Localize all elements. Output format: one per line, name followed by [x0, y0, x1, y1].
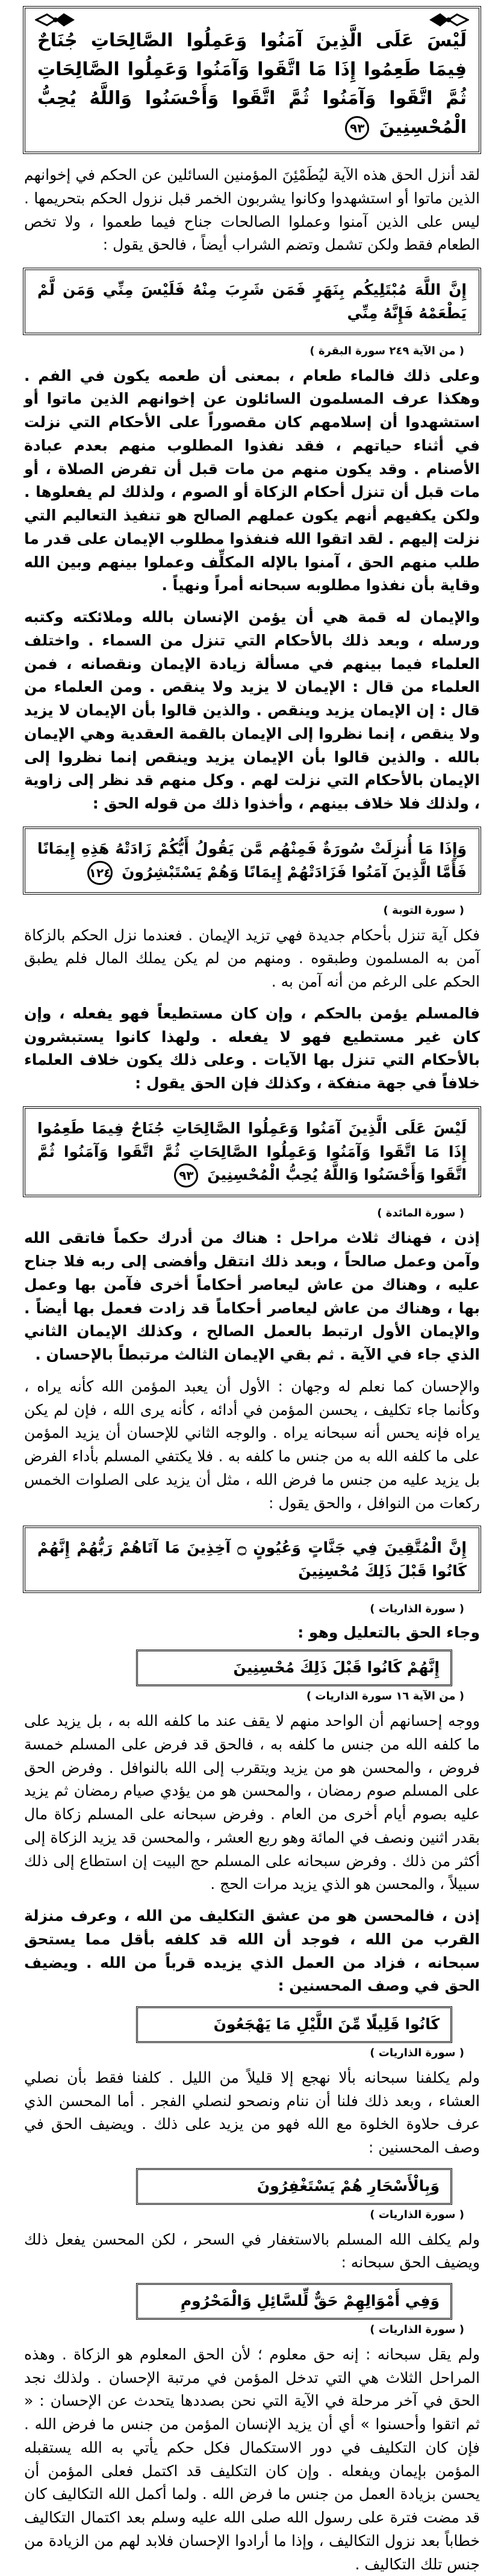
- verse-text: [37, 1117, 467, 1188]
- verse-source: ( سورة الذاريات ): [370, 1602, 464, 1615]
- verse-box: [136, 2283, 452, 2320]
- verse-source: ( سورة الذاريات ): [370, 2323, 464, 2336]
- verse-text: [37, 837, 467, 885]
- paragraph: ولم يكلفنا سبحانه بألا نهجع إلا قليلاً من الليل . كلفنا فقط بأن نصلي العشاء ، وبعد ذلك فلنا أن ننام ونصحو لنصلي الفجر . أما المحسن الذي عرف حلاوة الخلوة مع الله فهو من يزيد على ذلك . ويضيف الحق في وصف المحسنين :: [24, 2068, 480, 2156]
- verse-text-content: وَإِذَا مَا أُنزِلَتْ سُورَةٌ فَمِنْهُم مَّن يَقُولُ أَيُّكُمْ زَادَتْهُ هَذِهِ إِيمَانًا فَأَمَّا الَّذِينَ آمَنُوا فَزَادَتْهُمْ إِيمَانًا وَهُمْ يَسْتَبْشِرُونَ: [37, 839, 467, 881]
- paragraph: ولم يكلف الله المسلم بالاستغفار في السحر ، لكن المحسن يفعل ذلك ويضيف الحق سبحانه :: [24, 2230, 480, 2272]
- verse-source: ( من الآية ١٦ سورة الذاريات ): [306, 1690, 464, 1702]
- verse-source: ( سورة الذاريات ): [370, 2046, 464, 2059]
- paragraph: إذن ، فهناك ثلاث مراحل : هناك من أدرك حكماً فاتقى الله وآمن وعمل صالحاً ، وبعد ذلك انتقل وأفضى إلى ربه فلا جناح عليه ، وهناك من عاش ليعاصر أحكاماً أخرى فآمن بها وعمل بها ، وهناك من عاش ليعاصر أحكاماً قد زادت فعمل بها أيضاً . والإيمان الأول ارتبط بالعمل الصالح ، وكذلك الإيمان الثاني الذي جاء في الآية . ثم بقي الإيمان الثالث مرتبطاً بالإحسان .: [24, 1229, 480, 1363]
- verse-text-content: لَيْسَ عَلَى الَّذِينَ آمَنُوا وَعَمِلُوا الصَّالِحَاتِ جُنَاحٌ فِيمَا طَعِمُوا إِذَا مَا اتَّقَوا وَآمَنُوا وَعَمِلُوا الصَّالِحَاتِ ثُمَّ اتَّقَوا وَآمَنُوا ثُمَّ اتَّقَوا وَأَحْسَنُوا وَاللَّهُ يُحِبُّ الْمُحْسِنِينَ: [37, 1119, 467, 1184]
- verse-box: [23, 827, 481, 895]
- verse-text: إِنَّهُمْ كَانُوا قَبْلَ ذَلِكَ مُحْسِنِينَ: [233, 1659, 440, 1677]
- verse-box: [23, 1106, 481, 1198]
- verse-text: كَانُوا قَلِيلًا مِّنَ اللَّيْلِ مَا يَهْجَعُونَ: [213, 2015, 440, 2033]
- verse-box-top: [23, 6, 481, 154]
- paragraph: فالمسلم يؤمن بالحكم ، وإن كان مستطيعاً فهو يفعله ، وإن كان غير مستطيع فهو لا يفعله . ولهذا كانوا يستبشرون بالأحكام التي تنزل بها الآيات . وعلى ذلك يكون خلاف العلماء خلافاً في جهة منفكة ، وكذلك فإن الحق يقول :: [24, 1004, 480, 1092]
- page: [0, 6, 504, 2573]
- ayah-number: ٩٣: [345, 116, 369, 140]
- verse-box: [136, 2006, 452, 2043]
- verse-box: [136, 1650, 452, 1686]
- paragraph: وعلى ذلك فالماء طعام ، بمعنى أن طعمه يكون في الفم . وهكذا عرف المسلمون السائلون عن إخوانهم الذين ماتوا أو استشهدوا أن إسلامهم كان مقصوراً على الأحكام التي نزلت في أثناء حياتهم ، فقد نفذوا المطلوب منهم بعدم عبادة الأصنام . وقد يكون منهم من مات قبل أن تفرض الصلاة ، أو مات قبل أن تنزل أحكام الزكاة أو الصوم ، ولذلك لم يفعلوها . ولكن يكفيهم أنهم يكون عملهم الصالح هو تنفيذ التعاليم التي نزلت إليهم . لقد اتقوا الله فنفذوا مطلوب الإيمان على قدر ما طلب منهم الحق ، آمنوا بالإله المكلِّف وعملوا بينهم وبين الله وقاية بأن نفذوا مطلوبه سبحانه أمراً ونهياً .: [24, 366, 480, 594]
- verse-box: [23, 1526, 481, 1593]
- paragraph: والإيمان له قمة هي أن يؤمن الإنسان بالله وملائكته وكتبه ورسله ، وبعد ذلك بالأحكام التي تنزل من السماء . واختلف العلماء فيما بينهم في مسألة زيادة الإيمان ونقصانه ، فمن العلماء من قال : الإيمان لا يزيد ولا ينقص . ومن العلماء من قال : إن الإيمان يزيد وينقص . والذين قالوا بأن الإيمان لا يزيد ولا ينقص ، إنما نظروا إلى الإيمان بالقمة العقدية وهي الإيمان بالله . والذين قالوا بأن الإيمان يزيد وينقص إنما نظروا إلى الإيمان بالأحكام التي نزلت لهم . وكل منهم قد نظر إلى زاوية ، ولذلك فلا خلاف بينهم ، وأخذوا ذلك من قوله الحق :: [24, 608, 480, 812]
- verse-text: إِنَّ اللَّهَ مُبْتَلِيكُم بِنَهَرٍ فَمَن شَرِبَ مِنْهُ فَلَيْسَ مِنِّي وَمَن لَّمْ يَطْعَمْهُ فَإِنَّهُ مِنِّي: [37, 281, 467, 322]
- verse-text-content: لَيْسَ عَلَى الَّذِينَ آمَنُوا وَعَمِلُوا الصَّالِحَاتِ جُنَاحٌ فِيمَا طَعِمُوا إِذَا مَا اتَّقَوا وَآمَنُوا وَعَمِلُوا الصَّالِحَاتِ ثُمَّ اتَّقَوا وَآمَنُوا ثُمَّ اتَّقَوا وَأَحْسَنُوا وَاللَّهُ يُحِبُّ الْمُحْسِنِينَ: [37, 30, 467, 138]
- verse-text: [37, 26, 467, 142]
- ornament-left-icon: [35, 12, 76, 28]
- ayah-number: ١٢٤: [87, 861, 113, 885]
- verse-source: ( من الآية ٢٤٩ سورة البقرة ): [310, 344, 464, 357]
- verse-box: [136, 2168, 452, 2205]
- paragraph: ووجه إحسانهم أن الواحد منهم لا يقف عند ما كلفه الله به ، بل يزيد على ما كلفه الله من جنس ما كلفه به ، فالحق قد فرض على المسلم خمسة فروض ، والمحسن هو من يزيد ويتقرب إلى الله بالنوافل . وفرض الحق على المسلم صوم رمضان ، والمحسن هو من يؤدي صيام رمضان ثم يزيد عليه بصوم أيام أخرى من العام . وفرض سبحانه على المسلم زكاة مال بقدر اثنين ونصف في المائة وهو ربع العشر ، والمحسن قد يزيد الزكاة إلى أكثر من ذلك . وفرض سبحانه على المسلم حج البيت إن استطاع إلى ذلك سبيلاً ، والمحسن هو الذي يزيد مرات الحج .: [24, 1712, 480, 1893]
- paragraph: لقد أنزل الحق هذه الآية ليُطَمْئِنَ المؤمنين السائلين عن الحكم في إخوانهم الذين ماتوا أو استشهدوا وكانوا يشربون الخمر قبل نزول الحكم بتحريمها . ليس على الذين آمنوا وعملوا الصالحات جناح فيما طعموا ، ولا تخص الطعام فقط ولكن تشمل وتضم الشراب أيضاً ، فالحق يقول :: [24, 166, 480, 254]
- verse-text: وَفِي أَمْوَالِهِمْ حَقٌّ لِّلسَّائِلِ وَالْمَحْرُومِ: [180, 2292, 440, 2309]
- verse-source: ( سورة التوبة ): [383, 904, 464, 917]
- ayah-number: ٩٣: [174, 1163, 198, 1188]
- ornament-right-icon: [428, 12, 469, 28]
- intro-line: وجاء الحق بالتعليل وهو :: [297, 1623, 480, 1641]
- paragraph: فكل آية تنزل بأحكام جديدة فهي تزيد الإيمان . فعندما نزل الحكم بالزكاة آمن به المسلمون وطبقوه . ومنهم من لم يكن يملك المال فلم يطبق الحكم على الرغم من أنه آمن به .: [24, 926, 480, 990]
- paragraph: والإحسان كما نعلم له وجهان : الأول أن يعبد المؤمن الله كأنه يراه ، وكأنما جاء تكليف ، يحسن المؤمن في أدائه ، كأنه يرى الله ، فإن لم يكن يراه فإنه يحس أنه سبحانه يراه . والوجه الثاني للإحسان أن يزيد المؤمن على ما كلفه الله به من جنس ما كلفه به . فلا يكتفي المسلم بأداء الفرض بل يزيد عليه من جنس ما فرض الله ، مثل أن يزيد على الصلوات الخمس ركعات من النوافل ، والحق يقول :: [24, 1377, 480, 1512]
- verse-text: إِنَّ الْمُتَّقِينَ فِي جَنَّاتٍ وَعُيُونٍ ۝ آخِذِينَ مَا آتَاهُمْ رَبُّهُمْ إِنَّهُمْ كَانُوا قَبْلَ ذَلِكَ مُحْسِنِينَ: [37, 1539, 467, 1580]
- paragraph: إذن ، فالمحسن هو من عشق التكليف من الله ، وعرف منزلة القرب من الله ، فوجد أن الله قد كلفه بأقل مما يستحق سبحانه ، فزاد من العمل الذي يزيده قرباً من الله . ويضيف الحق في وصف المحسنين :: [24, 1907, 480, 1995]
- verse-source: ( سورة الذاريات ): [370, 2208, 464, 2221]
- paragraph: ولم يقل سبحانه : إنه حق معلوم ؛ لأن الحق المعلوم هو الزكاة . وهذه المراحل الثلاث هي التي تدخل المؤمن في مرتبة الإحسان . ولذلك نجد الحق في آخر مرحلة في الآية التي نحن بصددها يتحدث عن الإحسان : « ثم اتقوا وأحسنوا » أي أن يزيد الإنسان المؤمن من جنس ما فرض الله . فإن كان التكليف في دور الاستكمال فكل حكم يأتي به الله يستقبله المؤمن بإيمان ويفعله . وإن كان التكليف قد اكتمل فعلى المؤمن أن يحسن بزيادة العمل من جنس ما فرض الله . ولما أكمل الله التكاليف كان قد مضت فترة على رسول الله صلى الله عليه وسلم بعد اكتمال التكاليف خطاباً بعد نزول التكاليف ، وإذا ما أرادوا الإحسان فلابد لهم من الزيادة من جنس تلك التكاليف .: [24, 2345, 480, 2573]
- verse-box: [23, 268, 481, 335]
- verse-source: ( سورة المائدة ): [377, 1207, 464, 1220]
- verse-text: وَبِالْأَسْحَارِ هُمْ يَسْتَغْفِرُونَ: [257, 2177, 440, 2195]
